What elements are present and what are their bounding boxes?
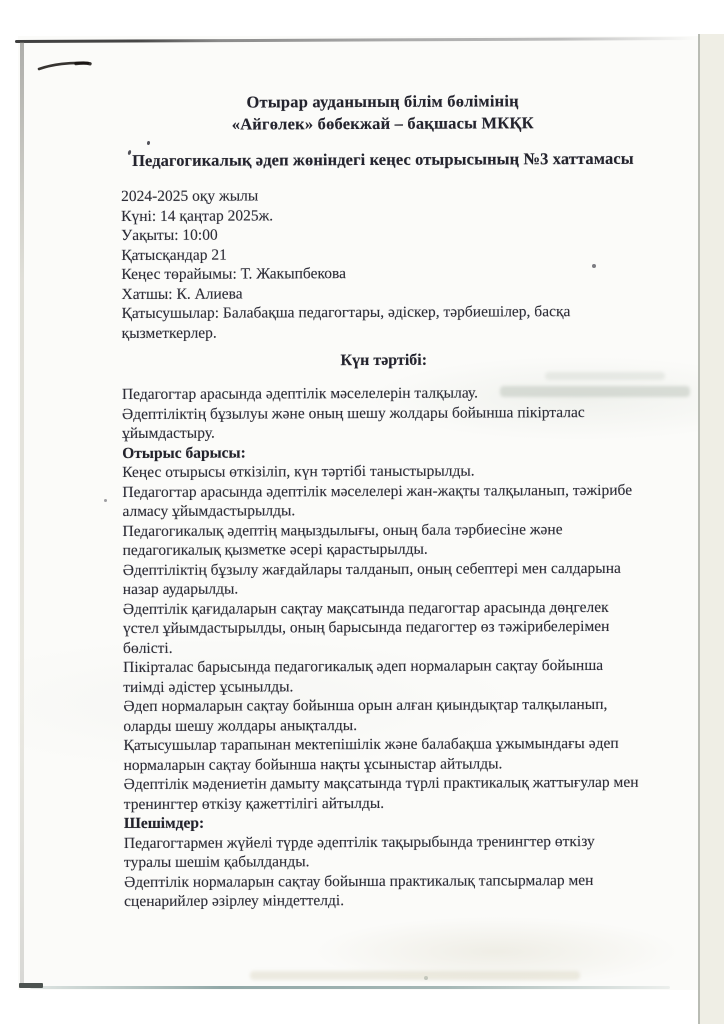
title-line-2: «Айгөлек» бөбекжай – бақшасы МКҚК	[231, 113, 534, 134]
body-paragraph: Әдептіліктің бұзылуы және оның шешу жолдары бойынша пікірталас ұйымдастыру.	[121, 403, 585, 443]
meta-line-school-year: 2024-2025 оқу жылы	[121, 187, 259, 206]
body-paragraph: Пікірталас барысында педагогикалық әдеп нормаларын сақтау бойынша тиімді әдістер ұсынылды.	[123, 656, 604, 696]
body-paragraph: Әдеп нормаларын сақтау бойынша орын алған қиындықтар талқыланып, оларды шешу жолдары анықталды.	[123, 695, 608, 735]
section-heading-proceedings: Отырыс барысы:	[122, 444, 246, 462]
document-subtitle: Педагогикалық әдеп жөніндегі кеңес отырысының №3 хаттамасы	[132, 148, 634, 171]
body-paragraph: Педагогтар арасында әдептілік мәселелерін талқылау.	[121, 384, 479, 404]
meta-line-date: Күні: 14 қаңтар 2025ж.	[121, 206, 274, 225]
agenda-heading: Күн тәртібі:	[340, 351, 428, 370]
meta-line-attendees-count: Қатысқандар 21	[121, 246, 227, 264]
meta-line-time: Уақыты: 10:00	[121, 226, 218, 245]
body-paragraph: Әдептілік нормаларын сақтау бойынша практикалық тапсырмалар мен сценарийлер әзірлеу міндеттелді.	[124, 871, 594, 911]
body-paragraph: Қатысушылар тарапынан мектепішілік және балабақша ұжымындағы әдеп нормаларын сақтау бойынша нақты ұсыныстар айтылды.	[123, 734, 619, 774]
body-block	[122, 383, 699, 912]
title-line-1: Отырар ауданының білім бөлімінің	[246, 91, 519, 112]
section-heading-decisions: Шешімдер:	[123, 814, 205, 833]
meta-line-chairwoman: Кеңес төрайымы: Т. Жакыпбекова	[121, 265, 346, 284]
meta-line-secretary: Хатшы: К. Алиева	[121, 285, 243, 303]
meta-block	[121, 185, 662, 343]
meta-line-participants: Қатысушылар: Балабақша педагогтары, әдіскер, тәрбиешілер, басқа қызметкерлер.	[121, 303, 571, 342]
body-paragraph: Кеңес отырысы өткізіліп, күн тәртібі таныстырылды.	[122, 462, 475, 482]
body-paragraph: Әдептілік қағидаларын сақтау мақсатында педагогтар арасында дөңгелек үстел ұйымдастырылды, оның барысында педагогтер өз тәжірибелерімен бөлісті.	[122, 598, 610, 657]
body-paragraph: Әдептіліктің бұзылу жағдайлары талданып, оның себептері мен салдарына назар аударылды.	[122, 559, 621, 599]
body-paragraph: Әдептілік мәдениетін дамыту мақсатында түрлі практикалық жаттығулар мен тренингтер өткізу қажеттілігі айтылды.	[123, 773, 639, 813]
document-title	[103, 90, 663, 136]
body-paragraph: Педагогтар арасында әдептілік мәселелері жан-жақты талқыланып, тәжірибе алмасу ұйымдастырылды.	[122, 481, 633, 521]
body-paragraph: Педагогикалық әдептің маңыздылығы, оның бала тәрбиесіне және педагогикалық қызметке әсері қарастырылды.	[122, 520, 563, 560]
body-paragraph: Педагогтармен жүйелі түрде әдептілік тақырыбында тренингтер өткізу туралы шешім қабылданды.	[123, 832, 595, 872]
